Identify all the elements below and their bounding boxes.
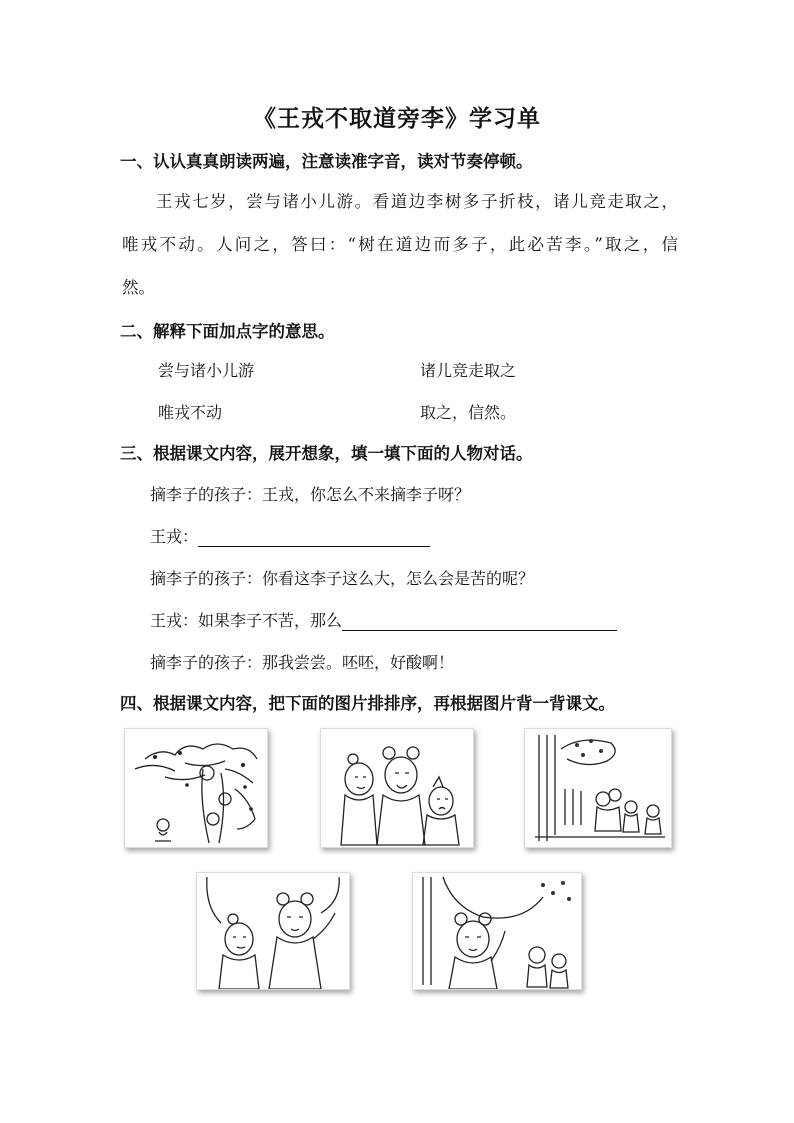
- explain-item-1: 尝与诸小儿游: [158, 361, 255, 380]
- children-tasting-plums-drawing: [321, 729, 473, 847]
- children-under-tree-drawing: [525, 729, 671, 847]
- passage-line-3: 然。: [122, 278, 155, 297]
- children-tasting-plums-picture: [320, 728, 474, 848]
- children-picking-plums-picture: [124, 728, 268, 848]
- dialogue-line-4: [150, 608, 617, 631]
- dialogue-line-2-text: 王戎：: [150, 527, 199, 546]
- section-2-heading: 二、解释下面加点字的意思。: [120, 322, 335, 341]
- wang-rong-pointing-drawing: [413, 873, 581, 989]
- explain-item-2: 诸儿竞走取之: [420, 361, 517, 380]
- wang-rong-pointing-picture: [412, 872, 582, 990]
- section-3-heading: 三、根据课文内容，展开想象，填一填下面的人物对话。: [120, 444, 533, 463]
- children-picking-plums-drawing: [125, 729, 267, 847]
- dialogue-line-3: 摘李子的孩子：你看这李子这么大，怎么会是苦的呢？: [150, 569, 535, 588]
- passage-line-2: 唯戎不动。人问之，答曰：“树在道边而多子，此必苦李。”取之，信: [122, 235, 678, 254]
- dialogue-line-4-text: 王戎：如果李子不苦，那么: [150, 611, 343, 630]
- wang-rong-talking-drawing: [197, 873, 349, 989]
- passage-line-1: 王戎七岁，尝与诸小儿游。看道边李树多子折枝，诸儿竞走取之，: [156, 192, 678, 211]
- answer-blank-2[interactable]: [342, 612, 617, 631]
- dialogue-line-5: 摘李子的孩子：那我尝尝。呸呸，好酸啊！: [150, 653, 455, 672]
- dialogue-line-2: [150, 524, 430, 547]
- explain-item-4: 取之，信然。: [420, 403, 517, 422]
- section-1-heading: 一、认认真真朗读两遍，注意读准字音，读对节奏停顿。: [120, 152, 533, 171]
- children-under-tree-picture: [524, 728, 672, 848]
- dialogue-line-1: 摘李子的孩子：王戎，你怎么不来摘李子呀？: [150, 485, 471, 504]
- explain-item-3: 唯戎不动: [158, 403, 223, 422]
- wang-rong-talking-picture: [196, 872, 350, 990]
- page-title: 《王戎不取道旁李》学习单: [253, 105, 541, 132]
- answer-blank-1[interactable]: [198, 528, 430, 547]
- section-4-heading: 四、根据课文内容，把下面的图片排排序，再根据图片背一背课文。: [120, 694, 615, 713]
